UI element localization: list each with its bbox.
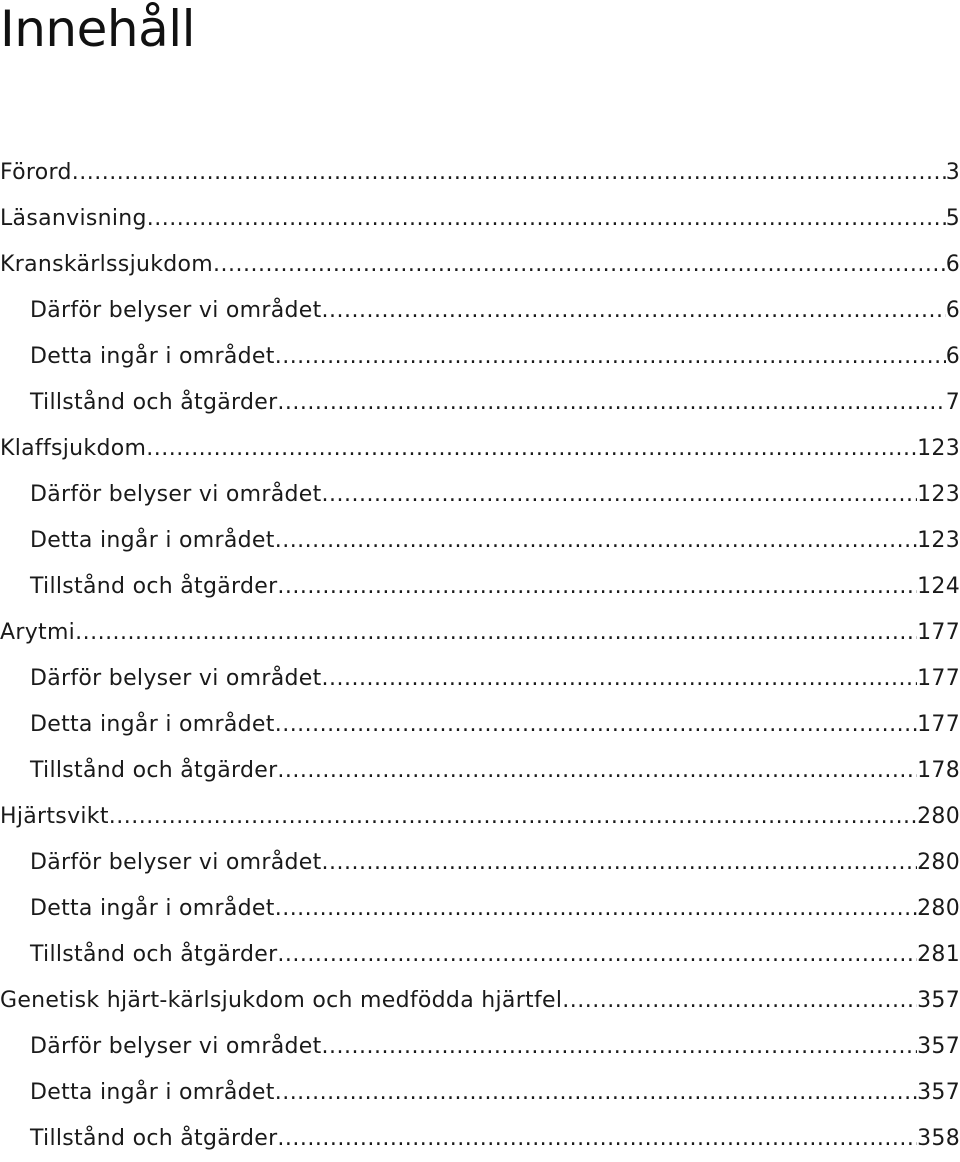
dot-leader xyxy=(147,196,946,242)
dot-leader xyxy=(277,564,917,610)
toc-chapter-entry[interactable] xyxy=(0,794,960,840)
toc-page-number: 124 xyxy=(917,574,960,599)
dot-leader xyxy=(322,840,918,886)
toc-section-entry[interactable] xyxy=(0,932,960,978)
table-of-contents xyxy=(0,150,960,1162)
toc-entry-title: Genetisk hjärt-kärlsjukdom och medfödda hjärtfel xyxy=(0,988,563,1013)
toc-entry-title: Tillstånd och åtgärder xyxy=(30,390,278,415)
toc-chapter-entry[interactable] xyxy=(0,610,960,656)
dot-leader xyxy=(277,380,945,426)
toc-entry-title: Därför belyser vi området xyxy=(30,482,322,507)
toc-section-entry[interactable] xyxy=(0,840,960,886)
dot-leader xyxy=(75,610,917,656)
toc-chapter-entry[interactable] xyxy=(0,242,960,288)
toc-entry-title: Därför belyser vi området xyxy=(30,666,322,691)
toc-chapter-entry[interactable] xyxy=(0,978,960,1024)
toc-entry-title: Kranskärlssjukdom xyxy=(0,252,214,277)
dot-leader xyxy=(275,334,946,380)
toc-entry-title: Klaffsjukdom xyxy=(0,436,147,461)
toc-entry-title: Därför belyser vi området xyxy=(30,298,322,323)
dot-leader xyxy=(213,242,946,288)
toc-page-number: 281 xyxy=(917,942,960,967)
toc-section-entry[interactable] xyxy=(0,288,960,334)
toc-chapter-entry[interactable] xyxy=(0,426,960,472)
dot-leader xyxy=(275,886,917,932)
toc-page-number: 177 xyxy=(917,666,960,691)
toc-entry-title: Hjärtsvikt xyxy=(0,804,109,829)
toc-section-entry[interactable] xyxy=(0,518,960,564)
dot-leader xyxy=(275,1070,917,1116)
dot-leader xyxy=(322,1024,918,1070)
toc-page-number: 6 xyxy=(945,344,960,369)
dot-leader xyxy=(277,748,917,794)
toc-section-entry[interactable] xyxy=(0,334,960,380)
toc-section-entry[interactable] xyxy=(0,1070,960,1116)
toc-page-number: 6 xyxy=(945,252,960,277)
dot-leader xyxy=(277,932,917,978)
toc-section-entry[interactable] xyxy=(0,472,960,518)
toc-chapter-entry[interactable] xyxy=(0,150,960,196)
toc-section-entry[interactable] xyxy=(0,748,960,794)
toc-page-number: 280 xyxy=(917,850,960,875)
toc-section-entry[interactable] xyxy=(0,702,960,748)
toc-section-entry[interactable] xyxy=(0,656,960,702)
toc-page-number: 178 xyxy=(917,758,960,783)
toc-chapter-entry[interactable] xyxy=(0,196,960,242)
toc-page-number: 123 xyxy=(917,436,960,461)
toc-entry-title: Arytmi xyxy=(0,620,76,645)
toc-entry-title: Detta ingår i området xyxy=(30,528,275,553)
toc-page-number: 280 xyxy=(917,804,960,829)
toc-page-number: 5 xyxy=(945,206,960,231)
toc-entry-title: Tillstånd och åtgärder xyxy=(30,942,278,967)
dot-leader xyxy=(322,656,918,702)
toc-entry-title: Tillstånd och åtgärder xyxy=(30,574,278,599)
toc-page-number: 177 xyxy=(917,712,960,737)
dot-leader xyxy=(562,978,917,1024)
toc-page-number: 6 xyxy=(945,298,960,323)
toc-entry-title: Detta ingår i området xyxy=(30,344,275,369)
toc-page-number: 7 xyxy=(945,390,960,415)
toc-page-number: 358 xyxy=(917,1126,960,1151)
dot-leader xyxy=(275,518,917,564)
toc-section-entry[interactable] xyxy=(0,1116,960,1162)
dot-leader xyxy=(109,794,917,840)
dot-leader xyxy=(322,288,946,334)
toc-page-number: 357 xyxy=(917,988,960,1013)
toc-page-number: 3 xyxy=(945,160,960,185)
toc-section-entry[interactable] xyxy=(0,380,960,426)
toc-entry-title: Läsanvisning xyxy=(0,206,147,231)
toc-entry-title: Därför belyser vi området xyxy=(30,1034,322,1059)
toc-section-entry[interactable] xyxy=(0,564,960,610)
toc-section-entry[interactable] xyxy=(0,886,960,932)
toc-page-number: 357 xyxy=(917,1080,960,1105)
toc-entry-title: Detta ingår i området xyxy=(30,1080,275,1105)
toc-entry-title: Detta ingår i området xyxy=(30,712,275,737)
toc-entry-title: Därför belyser vi området xyxy=(30,850,322,875)
page-title: Innehåll xyxy=(0,0,195,58)
dot-leader xyxy=(72,150,946,196)
dot-leader xyxy=(322,472,918,518)
dot-leader xyxy=(275,702,917,748)
dot-leader xyxy=(277,1116,917,1162)
dot-leader xyxy=(146,426,917,472)
toc-page-number: 177 xyxy=(917,620,960,645)
toc-section-entry[interactable] xyxy=(0,1024,960,1070)
toc-entry-title: Tillstånd och åtgärder xyxy=(30,758,278,783)
toc-page-number: 123 xyxy=(917,482,960,507)
toc-entry-title: Detta ingår i området xyxy=(30,896,275,921)
toc-page-number: 280 xyxy=(917,896,960,921)
toc-entry-title: Tillstånd och åtgärder xyxy=(30,1126,278,1151)
toc-page-number: 357 xyxy=(917,1034,960,1059)
toc-page-number: 123 xyxy=(917,528,960,553)
toc-entry-title: Förord xyxy=(0,160,72,185)
